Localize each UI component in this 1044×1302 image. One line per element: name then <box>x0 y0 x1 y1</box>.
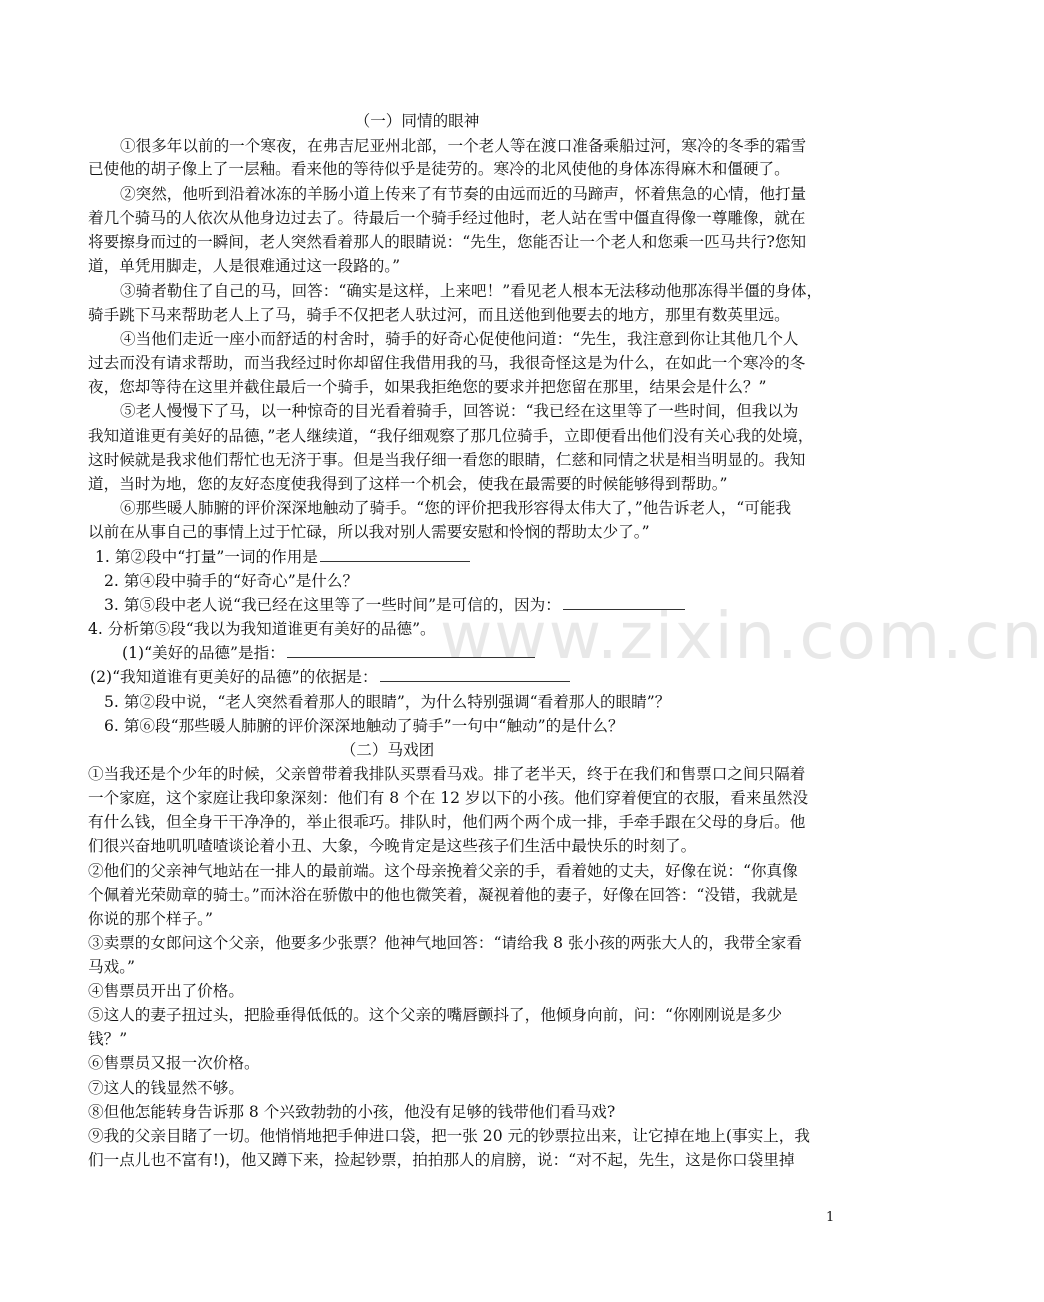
question-text: 1. 第②段中“打量”一词的作用是 <box>95 548 318 566</box>
paragraph-line: ①当我还是个少年的时候，父亲曾带着我排队买票看马戏。排了老半天，终于在我们和售票口之间只隔着 <box>88 765 806 783</box>
paragraph-line: ①很多年以前的一个寒夜，在弗吉尼亚州北部，一个老人等在渡口准备乘船过河，寒冷的冬季的霜雪 <box>120 137 807 155</box>
question-4: 4. 分析第⑤段“我以为我知道谁更有美好的品德”。 <box>88 620 436 638</box>
paragraph-line: 已使他的胡子像上了一层釉。看来他的等待似乎是徒劳的。寒冷的北风使他的身体冻得麻木和僵硬了。 <box>88 160 790 178</box>
paragraph-line: 道，当时为地，您的友好态度使我得到了这样一个机会，使我在最需要的时候能够得到帮助。” <box>88 475 728 493</box>
paragraph-line: 以前在从事自己的事情上过于忙碌，所以我对别人需要安慰和怜悯的帮助太少了。” <box>88 523 650 541</box>
question-4-1 <box>122 642 867 665</box>
paragraph-line: 你说的那个样子。” <box>88 910 213 928</box>
question-text: 3. 第⑤段中老人说“我已经在这里等了一些时间”是可信的，因为： <box>104 596 561 614</box>
paragraph-line: ⑦这人的钱显然不够。 <box>88 1079 244 1097</box>
paragraph-line: ④售票员开出了价格。 <box>88 982 244 1000</box>
paragraph-line: 夜，您却等待在这里并截住最后一个骑手，如果我拒绝您的要求并把您留在那里，结果会是什么？” <box>88 378 767 396</box>
question-text: (1)“美好的品德”是指： <box>122 644 285 662</box>
paragraph-line: 这时候就是我求他们帮忙也无济于事。但是当我仔细一看您的眼睛，仁慈和同情之状是相当明显的。我知 <box>88 451 806 469</box>
question-2: 2. 第④段中骑手的“好奇心”是什么？ <box>104 572 359 590</box>
paragraph-line: ⑥售票员又报一次价格。 <box>88 1054 260 1072</box>
section-title-1: （一）同情的眼神 <box>354 112 480 130</box>
paragraph-line: 有什么钱，但全身干干净净的，举止很乖巧。排队时，他们两个两个成一排，手牵手跟在父母的身后。他 <box>88 813 806 831</box>
question-6: 6. 第⑥段“那些暖人肺腑的评价深深地触动了骑手”一句中“触动”的是什么？ <box>104 717 624 735</box>
watermark: www.zixin.com.cn <box>440 600 1044 674</box>
paragraph-line: 钱？” <box>88 1030 128 1048</box>
answer-blank[interactable] <box>320 546 470 562</box>
page-number: 1 <box>826 1210 835 1225</box>
paragraph-line: 个佩着光荣勋章的骑士。”而沐浴在骄傲中的他也微笑着，凝视着他的妻子，好像在回答：“没错，我就是 <box>88 886 798 904</box>
answer-blank[interactable] <box>563 594 685 610</box>
paragraph-line: 们很兴奋地叽叽喳喳谈论着小丑、大象，今晚肯定是这些孩子们生活中最快乐的时刻了。 <box>88 837 697 855</box>
paragraph-line: 我知道谁更有美好的品德，”老人继续道，“我仔细观察了那几位骑手，立即便看出他们没有关心我的处境， <box>88 427 814 445</box>
question-5: 5. 第②段中说，“老人突然看着那人的眼睛”，为什么特别强调“看着那人的眼睛”？ <box>104 693 671 711</box>
paragraph-line: 们一点儿也不富有!)，他又蹲下来，捡起钞票，拍拍那人的肩膀，说：“对不起，先生，这是你口袋里掉 <box>88 1151 795 1169</box>
question-1 <box>95 546 840 569</box>
paragraph-line: ②突然，他听到沿着冰冻的羊肠小道上传来了有节奏的由远而近的马蹄声，怀着焦急的心情，他打量 <box>120 185 807 203</box>
paragraph-line: ⑥那些暖人肺腑的评价深深地触动了骑手。“您的评价把我形容得太伟大了，”他告诉老人，“可能我 <box>120 499 792 517</box>
paragraph-line: ③骑者勒住了自己的马，回答：“确实是这样，上来吧！”看见老人根本无法移动他那冻得半僵的身体， <box>120 282 823 300</box>
paragraph-line: ⑤老人慢慢下了马，以一种惊奇的目光看着骑手，回答说：“我已经在这里等了一些时间，但我以为 <box>120 402 799 420</box>
answer-blank[interactable] <box>287 642 535 658</box>
paragraph-line: 骑手跳下马来帮助老人上了马，骑手不仅把老人驮过河，而且送他到他要去的地方，那里有数英里远。 <box>88 306 790 324</box>
paragraph-line: ⑤这人的妻子扭过头，把脸垂得低低的。这个父亲的嘴唇颤抖了，他倾身向前，问：“你刚刚说是多少 <box>88 1006 783 1024</box>
paragraph-line: 将要擦身而过的一瞬间，老人突然看着那人的眼睛说：“先生，您能否让一个老人和您乘一匹马共行?您知 <box>88 233 807 251</box>
section-title-2: （二）马戏团 <box>340 741 435 759</box>
paragraph-line: 过去而没有请求帮助，而当我经过时你却留住我借用我的马，我很奇怪这是为什么，在如此一个寒冷的冬 <box>88 354 806 372</box>
paragraph-line: 道，单凭用脚走，人是很难通过这一段路的。” <box>88 257 401 275</box>
paragraph-line: 着几个骑马的人依次从他身边过去了。待最后一个骑手经过他时，老人站在雪中僵直得像一尊雕像，就在 <box>88 209 806 227</box>
paragraph-line: ⑨我的父亲目睹了一切。他悄悄地把手伸进口袋，把一张 20 元的钞票拉出来，让它掉在地上(事实上，我 <box>88 1127 810 1145</box>
question-text: (2)“我知道谁有更美好的品德”的依据是： <box>90 668 378 686</box>
question-3 <box>104 594 849 617</box>
paragraph-line: 马戏。” <box>88 958 135 976</box>
answer-blank[interactable] <box>380 666 570 682</box>
paragraph-line: 一个家庭，这个家庭让我印象深刻：他们有 8 个在 12 岁以下的小孩。他们穿着便宜的衣服，看来虽然没 <box>88 789 809 807</box>
paragraph-line: ②他们的父亲神气地站在一排人的最前端。这个母亲挽着父亲的手，看着她的丈夫，好像在说：“你真像 <box>88 862 798 880</box>
paragraph-line: ⑧但他怎能转身告诉那 8 个兴致勃勃的小孩，他没有足够的钱带他们看马戏? <box>88 1103 616 1121</box>
question-4-2 <box>90 666 835 689</box>
paragraph-line: ④当他们走近一座小而舒适的村舍时，骑手的好奇心促使他问道：“先生，我注意到你让其他几个人 <box>120 330 799 348</box>
paragraph-line: ③卖票的女郎问这个父亲，他要多少张票？他神气地回答：“请给我 8 张小孩的两张大人的，我带全家看 <box>88 934 802 952</box>
